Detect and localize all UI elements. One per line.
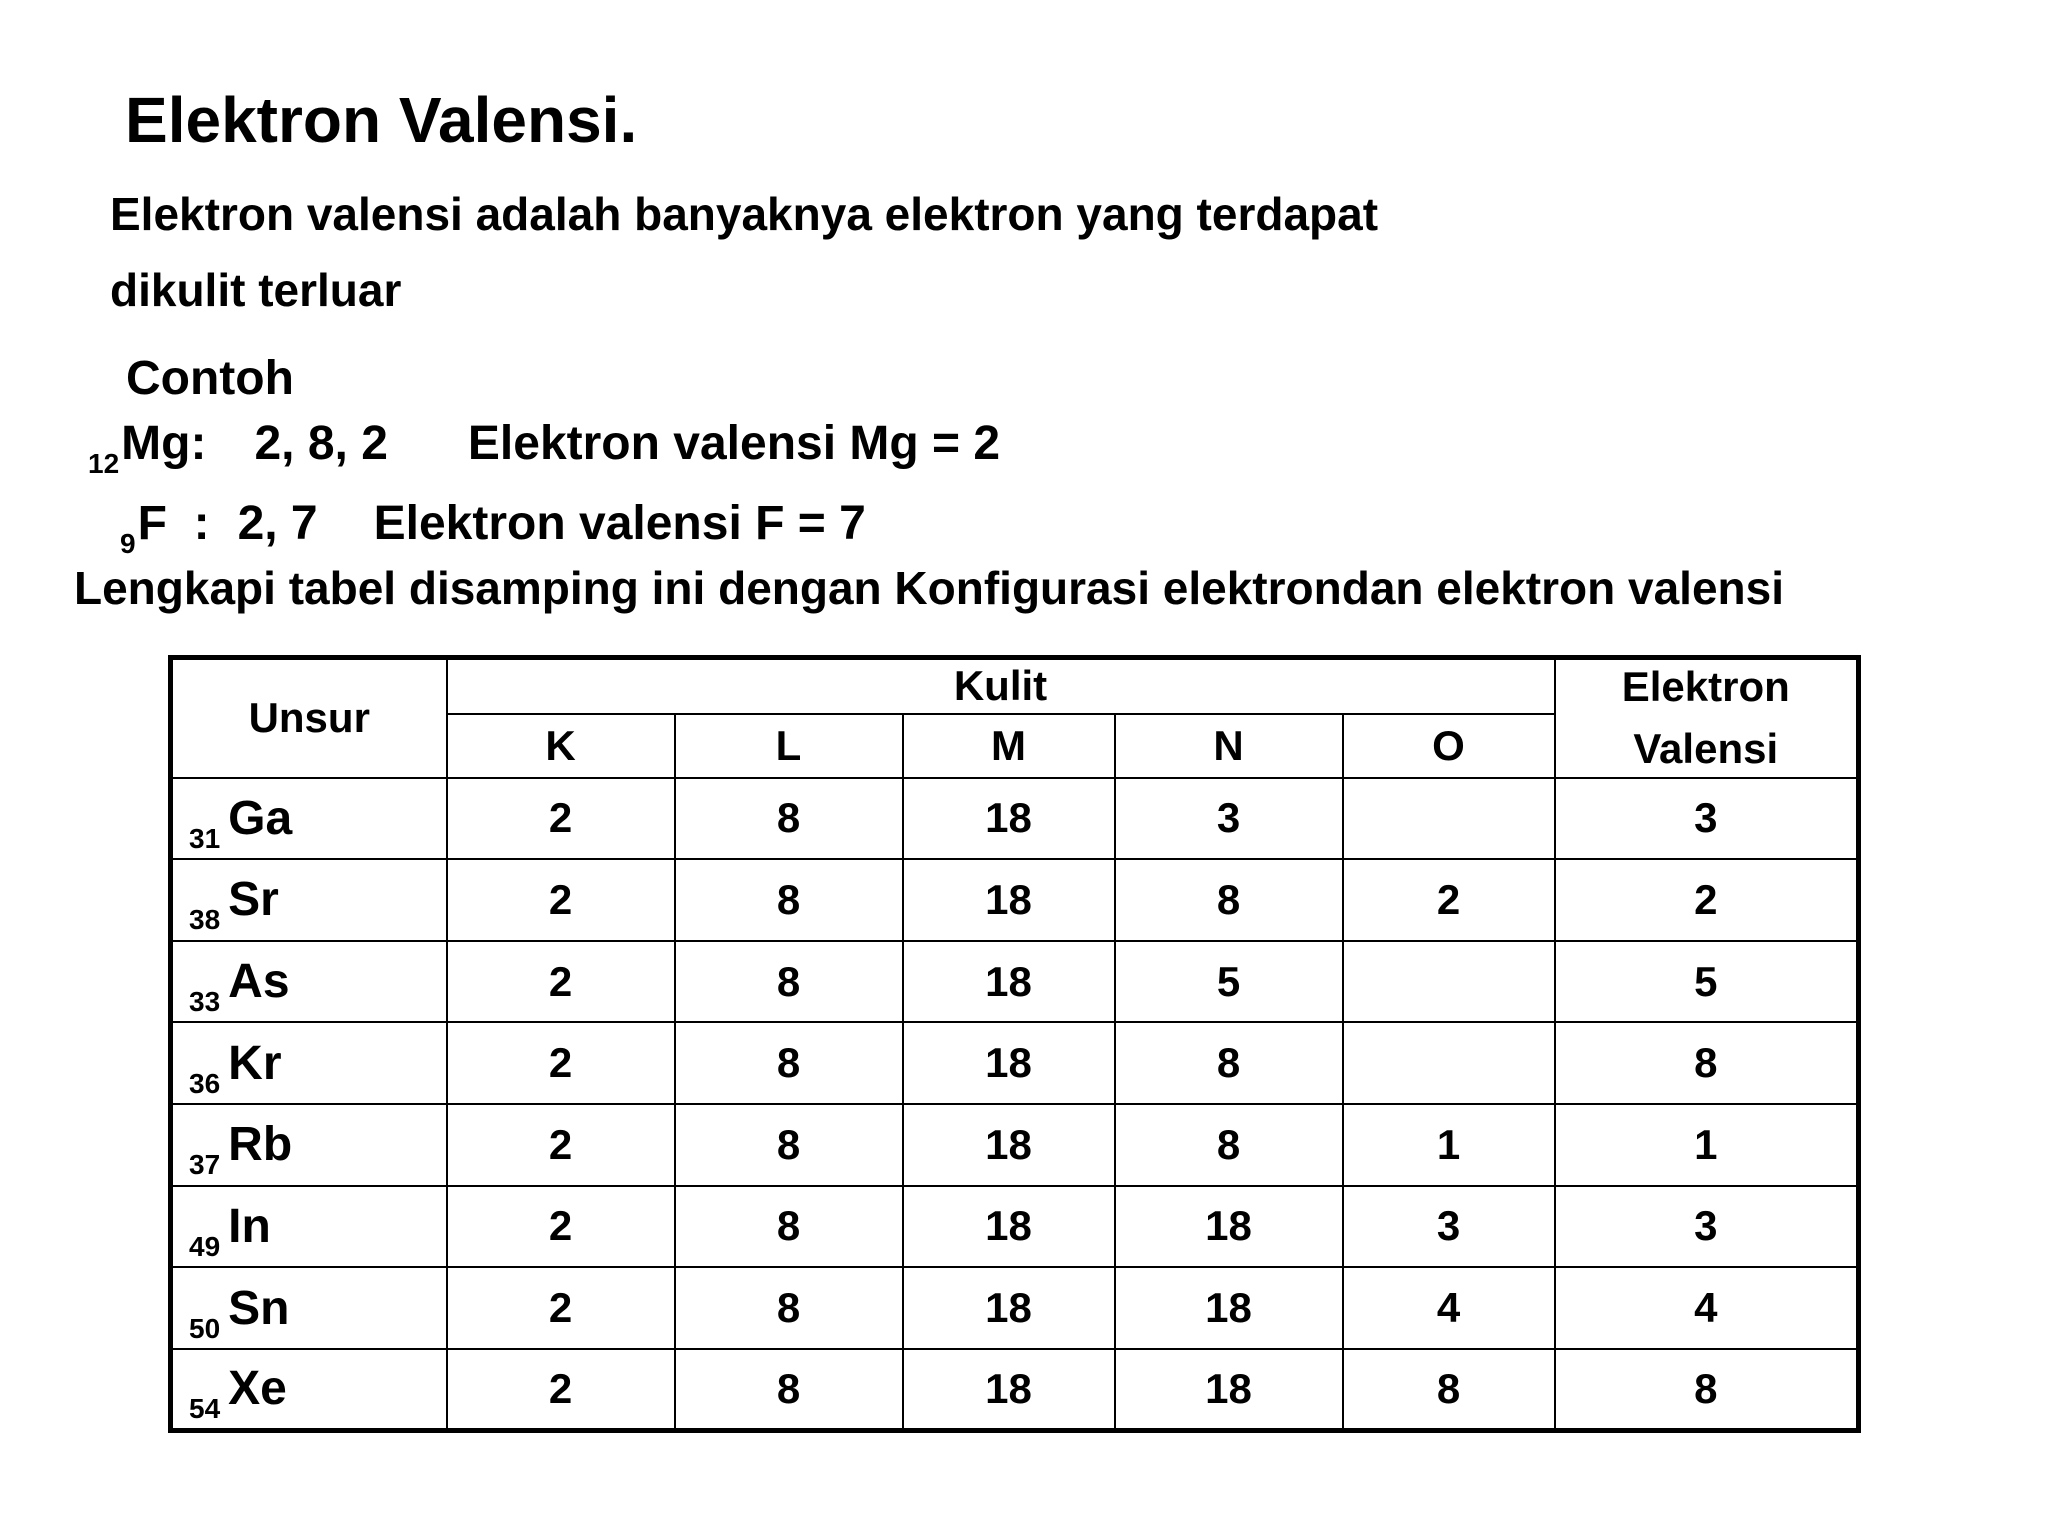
cell-shell-m: 18: [903, 1186, 1115, 1268]
header-shell-m: M: [903, 714, 1115, 778]
atomic-number: 49: [189, 1230, 221, 1262]
table-row: [171, 859, 1859, 941]
instruction-text: Lengkapi tabel disamping ini dengan Konfigurasi elektrondan elektron valensi: [74, 562, 1784, 614]
table-row: [171, 1104, 1859, 1186]
cell-shell-k: 2: [447, 1267, 675, 1349]
cell-elektron-valensi: 3: [1555, 778, 1859, 860]
cell-elektron-valensi: 2: [1555, 859, 1859, 941]
atomic-number: 38: [189, 904, 221, 936]
valence-statement: Elektron valensi F = 7: [373, 497, 866, 550]
cell-unsur: [171, 1104, 447, 1186]
table-row: [171, 778, 1859, 860]
cell-shell-o: [1343, 1022, 1555, 1104]
cell-unsur: [171, 859, 447, 941]
cell-shell-o: 8: [1343, 1349, 1555, 1431]
valence-statement: Elektron valensi Mg = 2: [467, 417, 1001, 470]
cell-shell-m: 18: [903, 941, 1115, 1023]
cell-shell-o: 3: [1343, 1186, 1555, 1268]
atomic-number: 36: [189, 1067, 221, 1099]
table-row: [171, 1267, 1859, 1349]
cell-shell-n: 18: [1115, 1267, 1343, 1349]
cell-shell-l: 8: [675, 778, 903, 860]
element-symbol: Mg:: [121, 417, 207, 470]
cell-shell-m: 18: [903, 1267, 1115, 1349]
cell-shell-k: 2: [447, 941, 675, 1023]
definition-line-1: Elektron valensi adalah banyaknya elektron yang terdapat: [110, 188, 1379, 240]
element-symbol: Xe: [228, 1362, 287, 1416]
element-symbol: Kr: [228, 1036, 282, 1090]
element-symbol: In: [228, 1199, 271, 1253]
cell-unsur: [171, 1349, 447, 1431]
cell-shell-o: 2: [1343, 859, 1555, 941]
definition-line-2: dikulit terluar: [110, 264, 402, 316]
atomic-number: 33: [189, 986, 221, 1018]
cell-shell-k: 2: [447, 1104, 675, 1186]
header-shell-n: N: [1115, 714, 1343, 778]
cell-elektron-valensi: 5: [1555, 941, 1859, 1023]
cell-elektron-valensi: 3: [1555, 1186, 1859, 1268]
cell-shell-l: 8: [675, 941, 903, 1023]
header-kulit: Kulit: [447, 658, 1555, 714]
atomic-number: 12: [88, 448, 120, 479]
atomic-number: 31: [189, 822, 221, 854]
header-shell-l: L: [675, 714, 903, 778]
cell-shell-n: 8: [1115, 1104, 1343, 1186]
element-symbol: Ga: [228, 791, 293, 845]
element-symbol: Sn: [228, 1281, 290, 1335]
example-mg: [88, 414, 1000, 480]
cell-unsur: [171, 778, 447, 860]
cell-elektron-valensi: 8: [1555, 1022, 1859, 1104]
cell-shell-n: 8: [1115, 859, 1343, 941]
cell-shell-l: 8: [675, 859, 903, 941]
element-symbol: Rb: [228, 1118, 293, 1172]
element-symbol: Sr: [228, 873, 279, 927]
atomic-number: 50: [189, 1312, 221, 1344]
cell-shell-k: 2: [447, 778, 675, 860]
cell-shell-n: 18: [1115, 1349, 1343, 1431]
cell-shell-k: 2: [447, 859, 675, 941]
header-valensi-line-2: Valensi: [1633, 725, 1779, 773]
table-row: [171, 1349, 1859, 1431]
electron-configuration-table: [168, 655, 1861, 1433]
cell-shell-l: 8: [675, 1349, 903, 1431]
page-title: Elektron Valensi.: [125, 84, 638, 156]
electron-configuration-table-wrapper: [168, 655, 1856, 1433]
cell-unsur: [171, 1186, 447, 1268]
cell-shell-o: [1343, 941, 1555, 1023]
table-row: [171, 1186, 1859, 1268]
header-shell-k: K: [447, 714, 675, 778]
cell-shell-m: 18: [903, 859, 1115, 941]
cell-unsur: [171, 1267, 447, 1349]
table-row: [171, 1022, 1859, 1104]
cell-unsur: [171, 941, 447, 1023]
cell-shell-m: 18: [903, 778, 1115, 860]
atomic-number: 37: [189, 1149, 221, 1181]
cell-shell-o: 4: [1343, 1267, 1555, 1349]
cell-shell-k: 2: [447, 1186, 675, 1268]
table-row: [171, 941, 1859, 1023]
cell-shell-n: 5: [1115, 941, 1343, 1023]
cell-elektron-valensi: 4: [1555, 1267, 1859, 1349]
header-valensi-line-1: Elektron: [1621, 663, 1790, 711]
cell-shell-l: 8: [675, 1104, 903, 1186]
table-body: [171, 778, 1859, 1431]
electron-configuration: 2, 8, 2: [254, 417, 388, 470]
cell-shell-m: 18: [903, 1349, 1115, 1431]
electron-configuration: 2, 7: [237, 497, 318, 550]
cell-shell-l: 8: [675, 1267, 903, 1349]
header-shell-o: O: [1343, 714, 1555, 778]
example-f: [120, 494, 866, 560]
example-heading: Contoh: [126, 352, 294, 405]
element-symbol: As: [228, 955, 290, 1009]
header-elektron-valensi: [1555, 658, 1859, 778]
cell-elektron-valensi: 8: [1555, 1349, 1859, 1431]
cell-shell-l: 8: [675, 1186, 903, 1268]
atomic-number: 54: [189, 1393, 221, 1425]
cell-shell-k: 2: [447, 1022, 675, 1104]
cell-unsur: [171, 1022, 447, 1104]
cell-elektron-valensi: 1: [1555, 1104, 1859, 1186]
cell-shell-k: 2: [447, 1349, 675, 1431]
cell-shell-l: 8: [675, 1022, 903, 1104]
cell-shell-n: 3: [1115, 778, 1343, 860]
cell-shell-o: 1: [1343, 1104, 1555, 1186]
header-unsur: Unsur: [171, 658, 447, 778]
cell-shell-n: 8: [1115, 1022, 1343, 1104]
atomic-number: 9: [120, 528, 136, 559]
cell-shell-m: 18: [903, 1104, 1115, 1186]
cell-shell-n: 18: [1115, 1186, 1343, 1268]
element-symbol: F :: [137, 497, 210, 550]
cell-shell-m: 18: [903, 1022, 1115, 1104]
cell-shell-o: [1343, 778, 1555, 860]
